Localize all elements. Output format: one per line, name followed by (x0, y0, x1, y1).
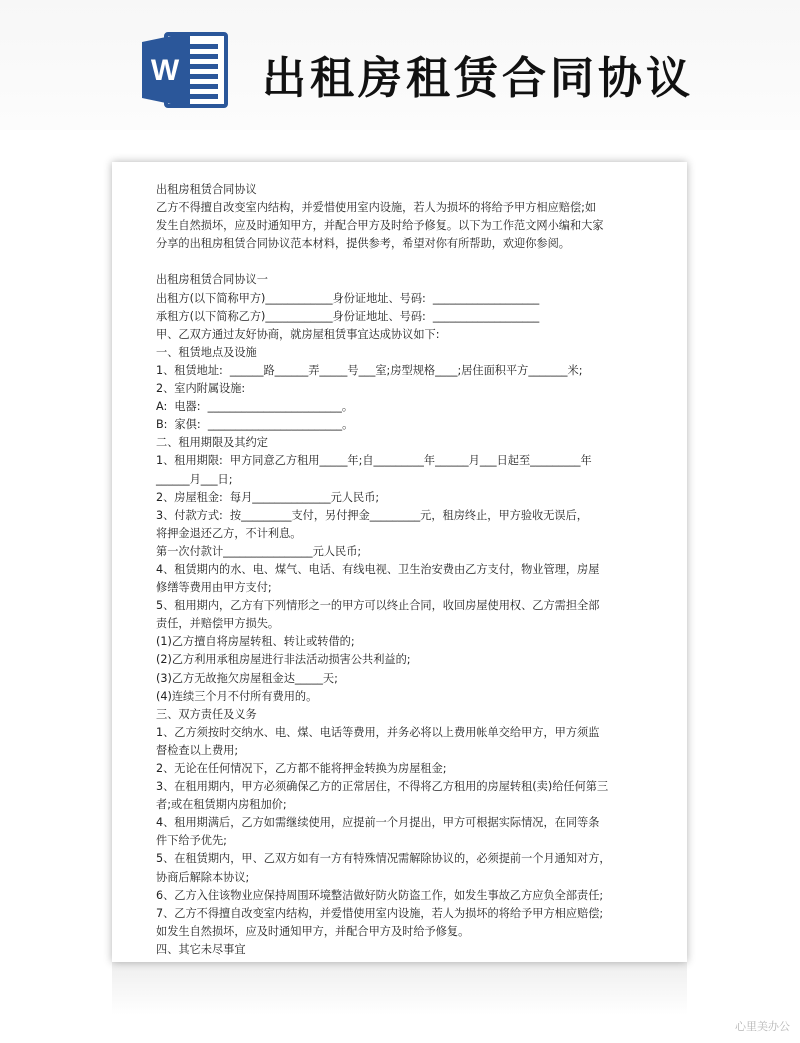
document-page (112, 162, 687, 962)
document-line: B: 家俱: ________________________。 (156, 418, 354, 432)
document-line: A: 电器: ________________________。 (156, 400, 354, 414)
document-line: 修缮等费用由甲方支付; (156, 581, 272, 595)
document-line: 6、乙方入住该物业应保持周围环境整洁做好防火防盗工作，如发生事故乙方应负全部责任; (156, 888, 604, 902)
blank-line (156, 253, 651, 271)
document-line: 3、在租用期内，甲方必须确保乙方的正常居住，不得将乙方租用的房屋转租(卖)给任何第三 (156, 780, 609, 794)
document-line: 件下给予优先; (156, 834, 227, 848)
document-line: (4)连续三个月不付所有费用的。 (156, 689, 318, 703)
document-line: (2)乙方利用承租房屋进行非法活动损害公共利益的; (156, 653, 411, 667)
document-body (156, 181, 651, 959)
header-banner (0, 0, 800, 130)
document-line: 出租房租赁合同协议 (156, 183, 257, 196)
document-line: 乙方不得擅自改变室内结构，并爱惜使用室内设施，若人为损坏的将给予甲方相应赔偿;如 (156, 201, 597, 215)
watermark: 心里美办公 (735, 1020, 790, 1033)
word-icon-letter: W (150, 54, 180, 87)
document-line: 协商后解除本协议; (156, 870, 250, 884)
paper-shadow (112, 955, 687, 1015)
document-line: ______月___日; (156, 472, 233, 486)
document-line: 者;或在租赁期内房租加价; (156, 798, 287, 812)
document-line: 将押金退还乙方，不计利息。 (156, 526, 302, 540)
document-line: 四、其它未尽事宜 (156, 942, 246, 956)
document-line: 第一次付款计________________元人民币; (156, 544, 362, 558)
document-line: 承租方(以下简称乙方)____________身份证地址、号码: ___________________ (156, 309, 540, 323)
document-line: 发生自然损坏，应及时通知甲方，并配合甲方及时给予修复。以下为工作范文网小编和大家 (156, 219, 604, 233)
document-line: 甲、乙双方通过友好协商，就房屋租赁事宜达成协议如下: (156, 327, 440, 341)
document-line: 分享的出租房租赁合同协议范本材料，提供参考，希望对你有所帮助，欢迎你参阅。 (156, 237, 570, 251)
document-line: 一、租赁地点及设施 (156, 345, 257, 359)
document-line: (1)乙方擅自将房屋转租、转让或转借的; (156, 635, 355, 649)
document-line: 3、付款方式: 按_________支付，另付押金_________元，租房终止，甲方验收无误后， (156, 508, 588, 522)
document-line: 出租方(以下简称甲方)____________身份证地址、号码: ___________________ (156, 291, 540, 305)
document-line: 5、租用期内，乙方有下列情形之一的甲方可以终止合同，收回房屋使用权、乙方需担全部 (156, 599, 600, 613)
document-line: 5、在租赁期内，甲、乙双方如有一方有特殊情况需解除协议的，必须提前一个月通知对方， (156, 852, 611, 866)
document-line: 1、租赁地址: ______路______弄_____号___室;房型规格____;居住面积平方_______米; (156, 363, 583, 377)
document-line: 4、租用期满后，乙方如需继续使用，应提前一个月提出，甲方可根据实际情况，在同等条 (156, 816, 600, 830)
document-line: 2、无论在任何情况下，乙方都不能将押金转换为房屋租金; (156, 762, 447, 775)
document-line: (3)乙方无故拖欠房屋租金达_____天; (156, 671, 338, 685)
document-line: 2、室内附属设施: (156, 382, 246, 396)
document-line: 1、租用期限: 甲方同意乙方租用_____年;自_________年______月___日起至_________年 (156, 454, 592, 468)
document-line: 二、租用期限及其约定 (156, 436, 268, 450)
document-line: 7、乙方不得擅自改变室内结构，并爱惜使用室内设施，若人为损坏的将给予甲方相应赔偿; (156, 906, 604, 920)
word-document-icon (140, 30, 232, 110)
document-line: 4、租赁期内的水、电、煤气、电话、有线电视、卫生治安费由乙方支付，物业管理，房屋 (156, 562, 600, 576)
document-line: 督检查以上费用; (156, 743, 239, 757)
document-line: 出租房租赁合同协议一 (156, 273, 268, 287)
document-line: 责任，并赔偿甲方损失。 (156, 617, 280, 631)
page-title: 出租房租赁合同协议 (262, 53, 694, 104)
document-line: 三、双方责任及义务 (156, 707, 257, 721)
document-line: 2、房屋租金: 每月______________元人民币; (156, 490, 380, 504)
document-line: 1、乙方须按时交纳水、电、煤、电话等费用，并务必将以上费用帐单交给甲方，甲方须监 (156, 725, 600, 739)
document-line: 如发生自然损坏，应及时通知甲方，并配合甲方及时给予修复。 (156, 924, 470, 938)
